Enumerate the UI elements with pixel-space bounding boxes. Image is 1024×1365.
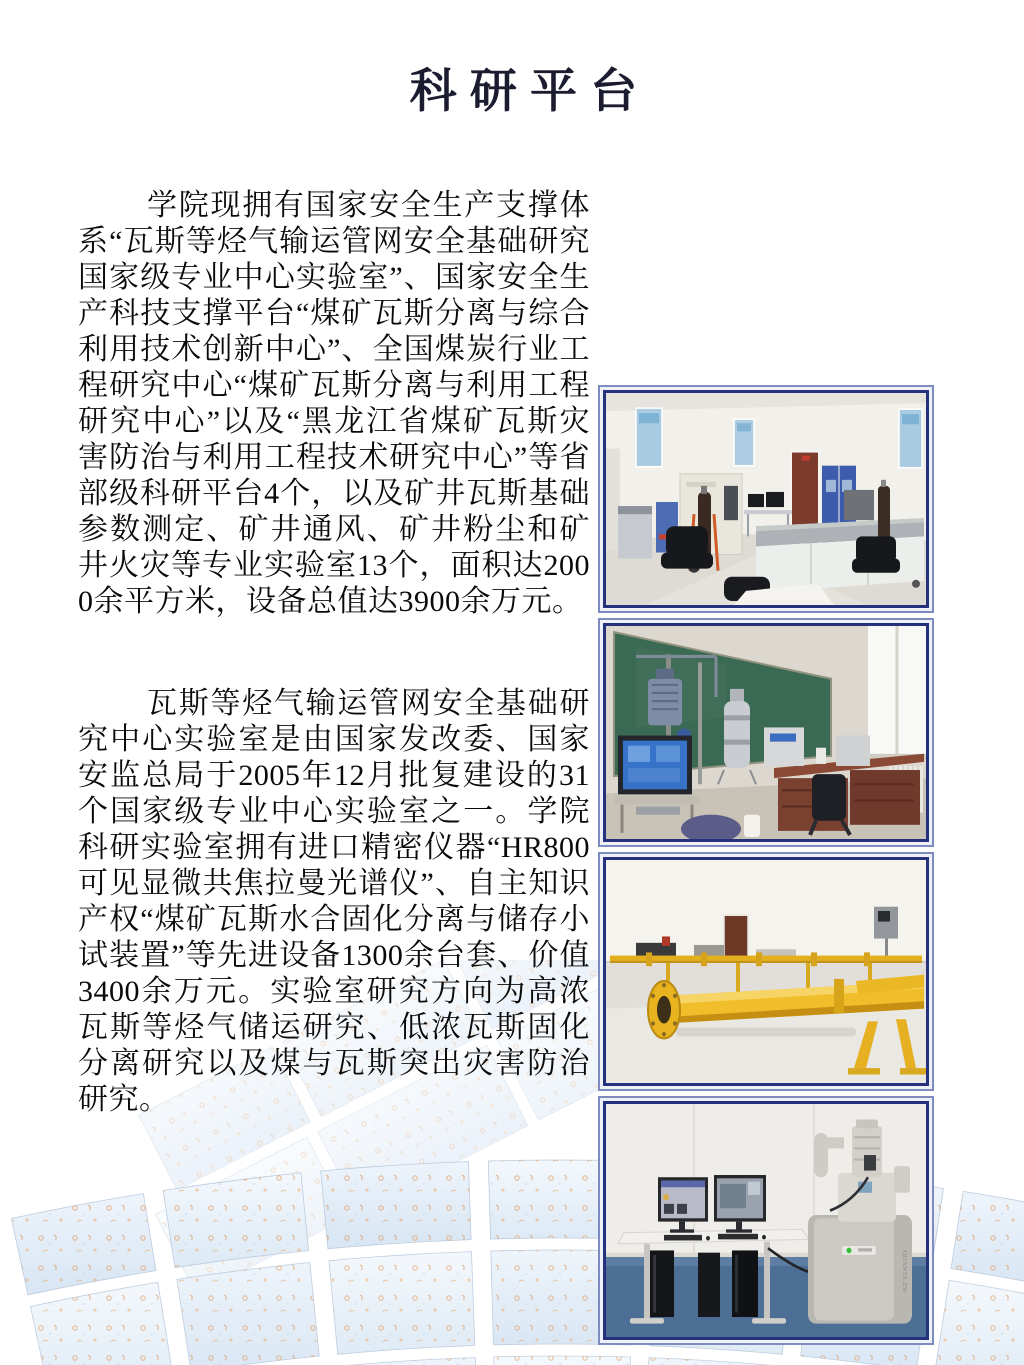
window xyxy=(868,626,926,760)
back-door xyxy=(724,915,748,962)
paragraph-center-laboratory: 瓦斯等烃气输运管网安全基础研究中心实验室是由国家发改委、国家安监总局于2005年12月批复建设的31个国家级专业中心实验室之一。学院科研实验室拥有进口精密仪器“HR800可见显微共焦拉曼光谱仪”、自主知识产权“煤矿瓦斯水合固化分离与储存小试装置”等先进设备1300余台套、价值3400余万元。实验室研究方向为高浓瓦斯等烃气储运研究、低浓瓦斯固化分离研究以及煤与瓦斯突出灾害防治研究。 xyxy=(78,687,590,1116)
photo-gas-safety-laboratory xyxy=(598,385,934,613)
paragraph-research-platforms: 学院现拥有国家安全生产支撑体系“瓦斯等烃气输运管网安全基础研究国家级专业中心实验室”、国家安全生产科技支撑平台“煤矿瓦斯分离与综合利用技术创新中心”、全国煤炭行业工程研究中心“煤矿瓦斯分离与利用工程研究中心”以及“黑龙江省煤矿瓦斯灾害防治与利用工程技术研究中心”等省部级科研平台4个，以及矿井瓦斯基础参数测定、矿井通风、矿井粉尘和矿井火灾等专业实验室13个，面积达2000余平方米，设备总值达3900余万元。 xyxy=(78,189,590,618)
device-label: QUANTA 250 xyxy=(901,1250,908,1293)
jug xyxy=(744,815,760,837)
page-title: 科研平台 xyxy=(409,66,651,118)
photo-yellow-pipeline xyxy=(598,852,934,1091)
photo-electron-microscope xyxy=(598,1096,934,1345)
photo-column xyxy=(598,385,934,1350)
pc-towers xyxy=(650,1250,758,1317)
text-column xyxy=(78,188,590,1118)
photo-chalkboard-lab xyxy=(598,618,934,847)
photo-3-scene xyxy=(606,860,926,1083)
floor-reflection xyxy=(676,1028,856,1036)
photo-2-scene xyxy=(606,626,926,839)
photo-4-scene xyxy=(606,1104,926,1337)
main-content xyxy=(0,188,1024,1293)
photo-1-scene xyxy=(606,393,926,605)
